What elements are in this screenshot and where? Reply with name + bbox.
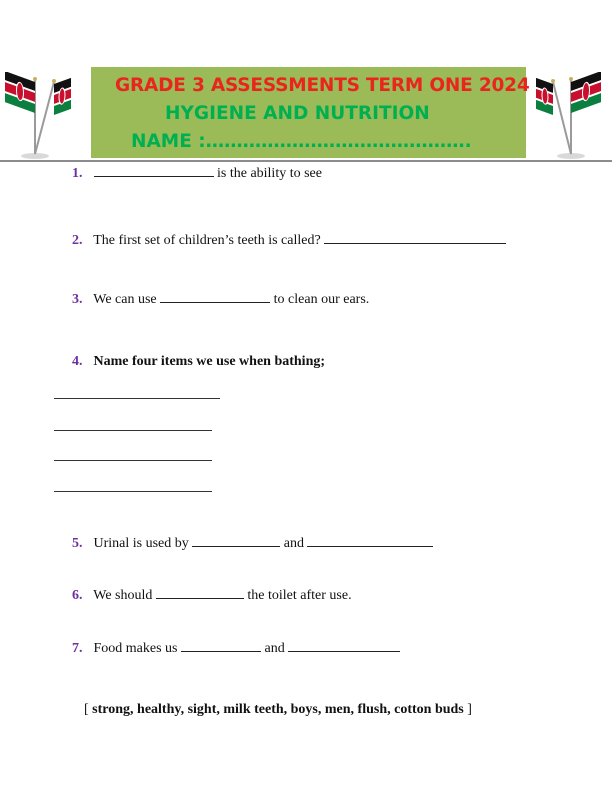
subject-title: HYGIENE AND NUTRITION xyxy=(165,103,430,124)
answer-line-3[interactable] xyxy=(54,460,212,461)
question-number: 2. xyxy=(72,233,83,248)
question-text: is the ability to see xyxy=(217,166,322,181)
question-number: 5. xyxy=(72,536,83,551)
question-number: 3. xyxy=(72,292,83,307)
bracket-close: ] xyxy=(467,702,472,717)
answer-line-2[interactable] xyxy=(54,430,212,431)
answer-line-1[interactable] xyxy=(54,398,220,399)
answer-blank[interactable] xyxy=(288,639,400,652)
question-3 xyxy=(72,290,369,308)
question-number: 6. xyxy=(72,588,83,603)
question-6 xyxy=(72,586,352,604)
question-text: and xyxy=(264,641,285,656)
question-5 xyxy=(72,534,433,552)
answer-blank[interactable] xyxy=(181,639,261,652)
question-number: 4. xyxy=(72,354,83,369)
kenya-flag-icon xyxy=(535,72,605,162)
question-text: Urinal is used by xyxy=(93,536,189,551)
question-number: 1. xyxy=(72,166,83,181)
header-divider xyxy=(0,160,612,162)
question-text: to clean our ears. xyxy=(273,292,370,307)
answer-line-4[interactable] xyxy=(54,491,212,492)
bracket-open: [ xyxy=(84,702,89,717)
word-bank-words: strong, healthy, sight, milk teeth, boys, men, flush, cotton buds xyxy=(92,702,464,717)
kenya-flag-icon xyxy=(2,72,72,162)
answer-blank[interactable] xyxy=(156,586,244,599)
name-field-label: NAME :……………………………………. xyxy=(131,131,472,152)
answer-blank[interactable] xyxy=(324,231,506,244)
page-title: GRADE 3 ASSESSMENTS TERM ONE 2024 xyxy=(115,75,530,96)
kenya-flags-right xyxy=(535,72,605,162)
answer-blank[interactable] xyxy=(307,534,433,547)
question-4 xyxy=(72,354,325,370)
question-text: Food makes us xyxy=(93,641,178,656)
question-text: The first set of children’s teeth is called? xyxy=(93,233,321,248)
answer-blank[interactable] xyxy=(160,290,270,303)
answer-blank[interactable] xyxy=(94,164,214,177)
question-text: and xyxy=(283,536,304,551)
word-bank xyxy=(84,702,472,718)
answer-blank[interactable] xyxy=(192,534,280,547)
question-text: We can use xyxy=(93,292,157,307)
question-2 xyxy=(72,231,506,249)
question-text: the toilet after use. xyxy=(247,588,352,603)
header-banner xyxy=(91,67,530,158)
kenya-flags-left xyxy=(2,72,72,162)
question-number: 7. xyxy=(72,641,83,656)
question-1 xyxy=(72,164,322,182)
question-text: We should xyxy=(93,588,153,603)
question-7 xyxy=(72,639,400,657)
question-text: Name four items we use when bathing; xyxy=(93,354,326,369)
